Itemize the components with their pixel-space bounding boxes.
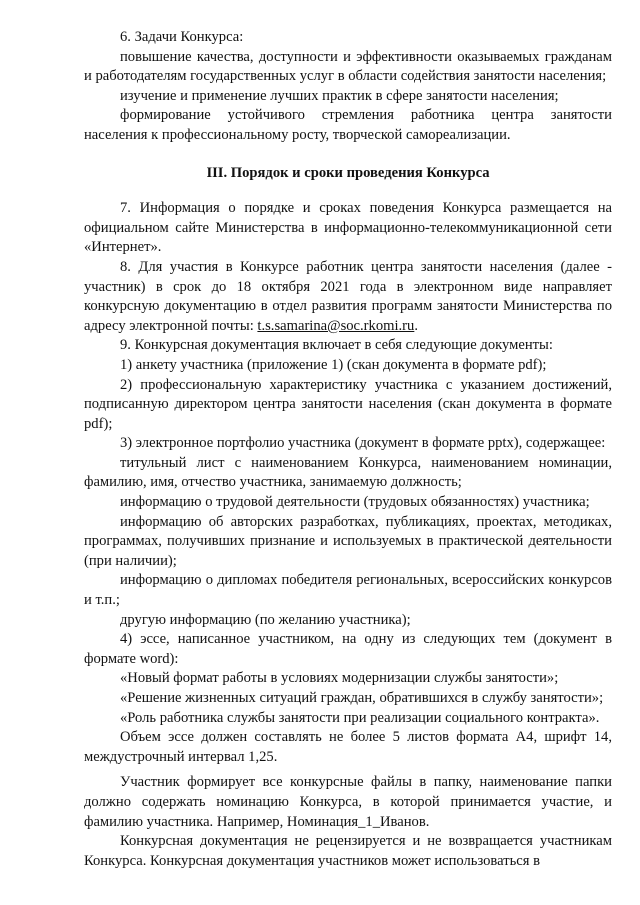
essay-volume: Объем эссе должен составлять не более 5 листов формата А4, шрифт 14, междустрочный интервал 1,25. — [84, 729, 612, 765]
document-item: 2) профессиональную характеристику участника с указанием достижений, подписанную директором центра занятости населения (скан документа в формате pdf); — [84, 376, 612, 432]
paragraph-8-text: 8. Для участия в Конкурсе работник центра занятости населения (далее - участник) в срок до 18 октября 2021 года в электронном виде направляет конкурсную документацию в отдел развития программ занятости Министерства по адресу электронной почты: — [84, 258, 612, 334]
portfolio-item: титульный лист с наименованием Конкурса, наименованием номинации, фамилию, имя, отчество участника, занимаемую должность; — [84, 454, 612, 491]
essay-topic: «Новый формат работы в условиях модернизации службы занятости»; — [120, 670, 559, 687]
document-item: 4) эссе, написанное участником, на одну из следующих тем (документ в формате word): — [84, 631, 612, 667]
email-link[interactable]: t.s.samarina@soc.rkomi.ru — [257, 317, 415, 334]
portfolio-item: информацию о трудовой деятельности (трудовых обязанностях) участника; — [120, 494, 590, 511]
paragraph-8-end: . — [414, 317, 418, 334]
document-item: 3) электронное портфолио участника (документ в формате pptx), содержащее: — [120, 435, 606, 452]
paragraph-8 — [84, 258, 612, 336]
folder-rules: Участник формирует все конкурсные файлы в папку, наименование папки должно содержать номинацию Конкурса, в которой принимается участие, и фамилию участника. Например, Номинация_1_Иванов. — [84, 774, 612, 830]
paragraph-7: 7. Информация о порядке и сроках поведения Конкурса размещается на официальном сайте Министерства в информационно-телекоммуникационной сети «Интернет». — [84, 200, 612, 256]
portfolio-item: информацию об авторских разработках, публикациях, проектах, методиках, программах, получивших признание и используемых в практической деятельности (при наличии); — [84, 513, 612, 569]
document-item: 1) анкету участника (приложение 1) (скан документа в формате pdf); — [120, 356, 547, 373]
paragraph-9: 9. Конкурсная документация включает в себя следующие документы: — [120, 337, 553, 354]
final-paragraph: Конкурсная документация не рецензируется и не возвращается участникам Конкурса. Конкурсная документация участников может использоваться в — [84, 833, 612, 869]
essay-topic: «Решение жизненных ситуаций граждан, обратившихся в службу занятости»; — [120, 690, 604, 706]
tasks-heading: 6. Задачи Конкурса: — [120, 29, 244, 45]
section-title: III. Порядок и сроки проведения Конкурса — [206, 164, 490, 181]
task-item: изучение и применение лучших практик в сфере занятости населения; — [120, 87, 559, 104]
essay-topic: «Роль работника службы занятости при реализации социального контракта». — [120, 709, 600, 726]
task-item: формирование устойчивого стремления работника центра занятости населения к профессиональному росту, творческой самореализации. — [84, 107, 612, 143]
task-item: повышение качества, доступности и эффективности оказываемых гражданам и работодателям государственных услуг в области содействия занятости населения; — [84, 48, 612, 85]
document-body — [84, 28, 612, 871]
portfolio-item: другую информацию (по желанию участника); — [120, 611, 411, 628]
portfolio-item: информацию о дипломах победителя региональных, всероссийских конкурсов и т.п.; — [84, 572, 612, 609]
